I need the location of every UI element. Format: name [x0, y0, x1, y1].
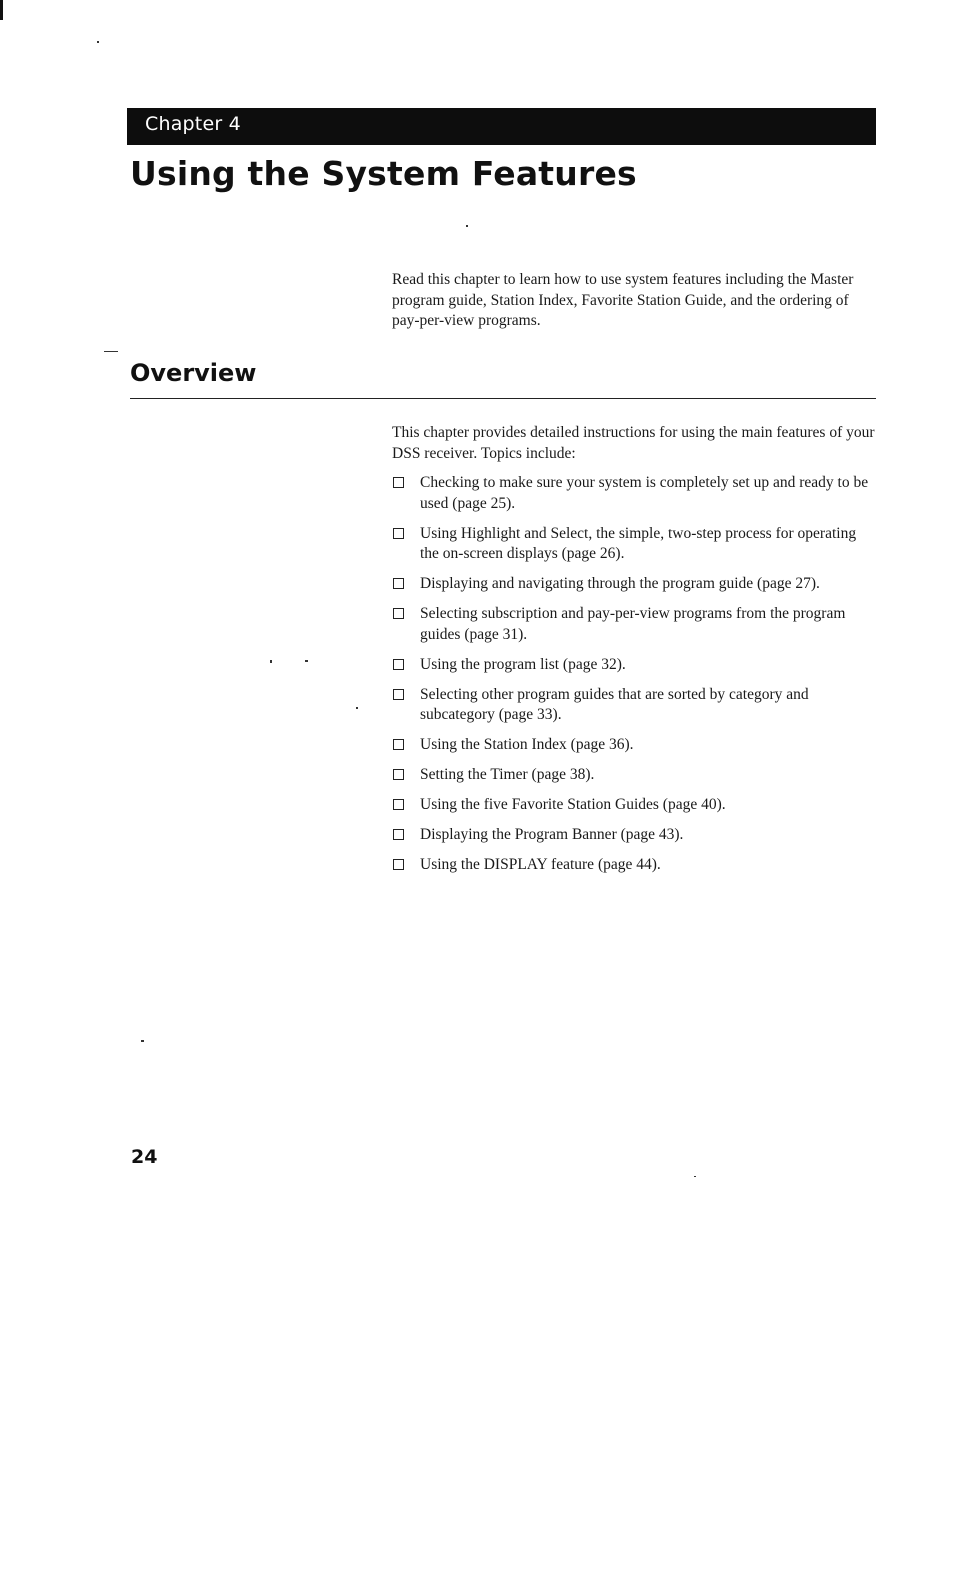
topic-list	[392, 473, 878, 885]
list-item-text: Using the five Favorite Station Guides (page 40).	[420, 796, 726, 813]
checkbox-icon	[393, 859, 404, 870]
list-item	[392, 735, 878, 756]
list-item-text: Using the Station Index (page 36).	[420, 736, 634, 753]
page-number: 24	[131, 1146, 158, 1168]
scan-speck	[104, 351, 118, 352]
list-item-text: Checking to make sure your system is completely set up and ready to be used (page 25).	[420, 474, 869, 512]
list-item-text: Using Highlight and Select, the simple, two-step process for operating the on-screen displays (page 26).	[420, 524, 857, 562]
page-title: Using the System Features	[130, 154, 637, 193]
checkbox-icon	[393, 769, 404, 780]
scan-speck	[270, 660, 272, 663]
checkbox-icon	[393, 528, 404, 539]
list-item-text: Using the program list (page 32).	[420, 655, 626, 673]
checkbox-icon	[393, 739, 404, 750]
list-item-text: Displaying the Program Banner (page 43).	[420, 826, 684, 843]
chapter-banner	[127, 108, 876, 145]
chapter-label: Chapter 4	[145, 113, 241, 135]
checkbox-icon	[393, 578, 404, 589]
list-item	[392, 685, 878, 726]
list-item	[392, 604, 878, 645]
scan-speck	[141, 1040, 144, 1042]
list-item	[392, 524, 878, 565]
list-item	[392, 473, 878, 514]
section-divider	[130, 398, 876, 399]
section-heading: Overview	[130, 359, 257, 387]
list-item-text: Selecting other program guides that are sorted by category and subcategory (page 33).	[420, 685, 809, 723]
checkbox-icon	[393, 799, 404, 810]
checkbox-icon	[393, 659, 404, 670]
overview-paragraph: This chapter provides detailed instructions for using the main features of your DSS receiver. Topics include:	[392, 424, 875, 462]
list-item	[392, 574, 878, 595]
checkbox-icon	[393, 689, 404, 700]
scan-speck	[305, 660, 308, 662]
scan-speck	[97, 41, 99, 43]
list-item	[392, 795, 878, 816]
list-item	[392, 655, 878, 676]
list-item	[392, 765, 878, 786]
scan-speck	[466, 225, 468, 227]
list-item-text: Using the DISPLAY feature (page 44).	[420, 856, 661, 873]
scan-speck	[356, 707, 358, 709]
list-item-text: Displaying and navigating through the program guide (page 27).	[420, 575, 820, 592]
scan-speck	[694, 1176, 696, 1177]
list-item	[392, 825, 878, 846]
checkbox-icon	[393, 608, 404, 619]
checkbox-icon	[393, 477, 404, 488]
checkbox-icon	[393, 829, 404, 840]
list-item-text: Setting the Timer (page 38).	[420, 766, 595, 783]
chapter-intro: Read this chapter to learn how to use system features including the Master program guide, Station Index, Favorite Station Guide, and the ordering of pay-per-view programs.	[392, 271, 854, 329]
scan-edge-mark	[0, 0, 3, 20]
list-item-text: Selecting subscription and pay-per-view programs from the program guides (page 31).	[420, 605, 846, 643]
list-item	[392, 855, 878, 876]
